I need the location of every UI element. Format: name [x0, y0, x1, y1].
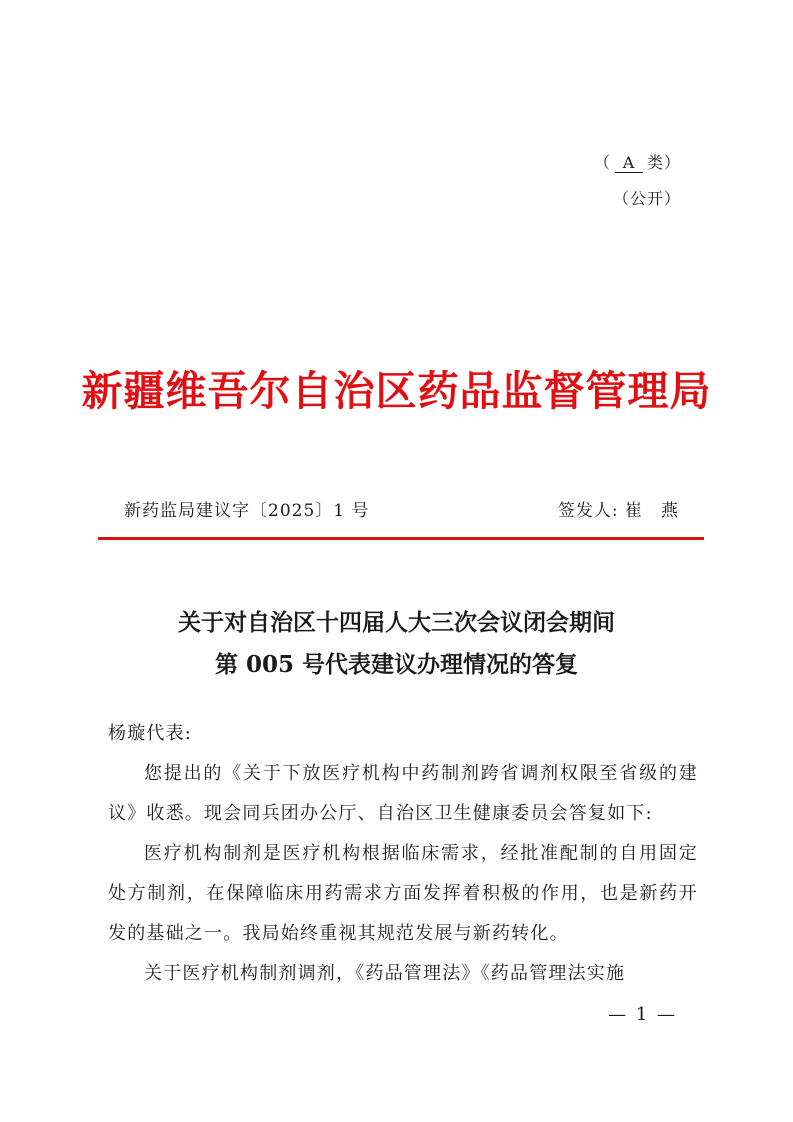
headline-line-2: 第 005 号代表建议办理情况的答复: [214, 651, 579, 678]
class-value: A: [615, 154, 643, 173]
red-separator-line: [98, 537, 704, 540]
body-paragraph: 关于医疗机构制剂调剂，《药品管理法》《药品管理法实施: [144, 963, 626, 984]
class-suffix: 类）: [646, 153, 681, 172]
body-paragraph: 您提出的《关于下放医疗机构中药制剂跨省调剂权限至省级的建议》收悉。现会同兵团办公厅、自治区卫生健康委员会答复如下:: [108, 763, 698, 824]
class-open-paren: （: [593, 153, 611, 172]
issuing-organization-title: 新疆维吾尔自治区药品监督管理局: [81, 367, 712, 415]
classification-level: [594, 150, 681, 173]
document-number: 新药监局建议字〔2025〕1 号: [124, 501, 370, 521]
signer: 签发人: 崔 燕: [557, 501, 679, 521]
document-headline: [0, 602, 793, 686]
page-number: — 1 —: [608, 1004, 677, 1025]
headline-line-1: 关于对自治区十四届人大三次会议闭会期间: [178, 609, 615, 636]
disclosure-status: （公开）: [612, 189, 681, 208]
salutation: 杨璇代表:: [108, 723, 193, 744]
document-body: [108, 714, 698, 994]
body-paragraph: 医疗机构制剂是医疗机构根据临床需求，经批准配制的自用固定处方制剂，在保障临床用药需求方面发挥着积极的作用，也是新药开发的基础之一。我局始终重视其规范发展与新药转化。: [108, 843, 698, 944]
